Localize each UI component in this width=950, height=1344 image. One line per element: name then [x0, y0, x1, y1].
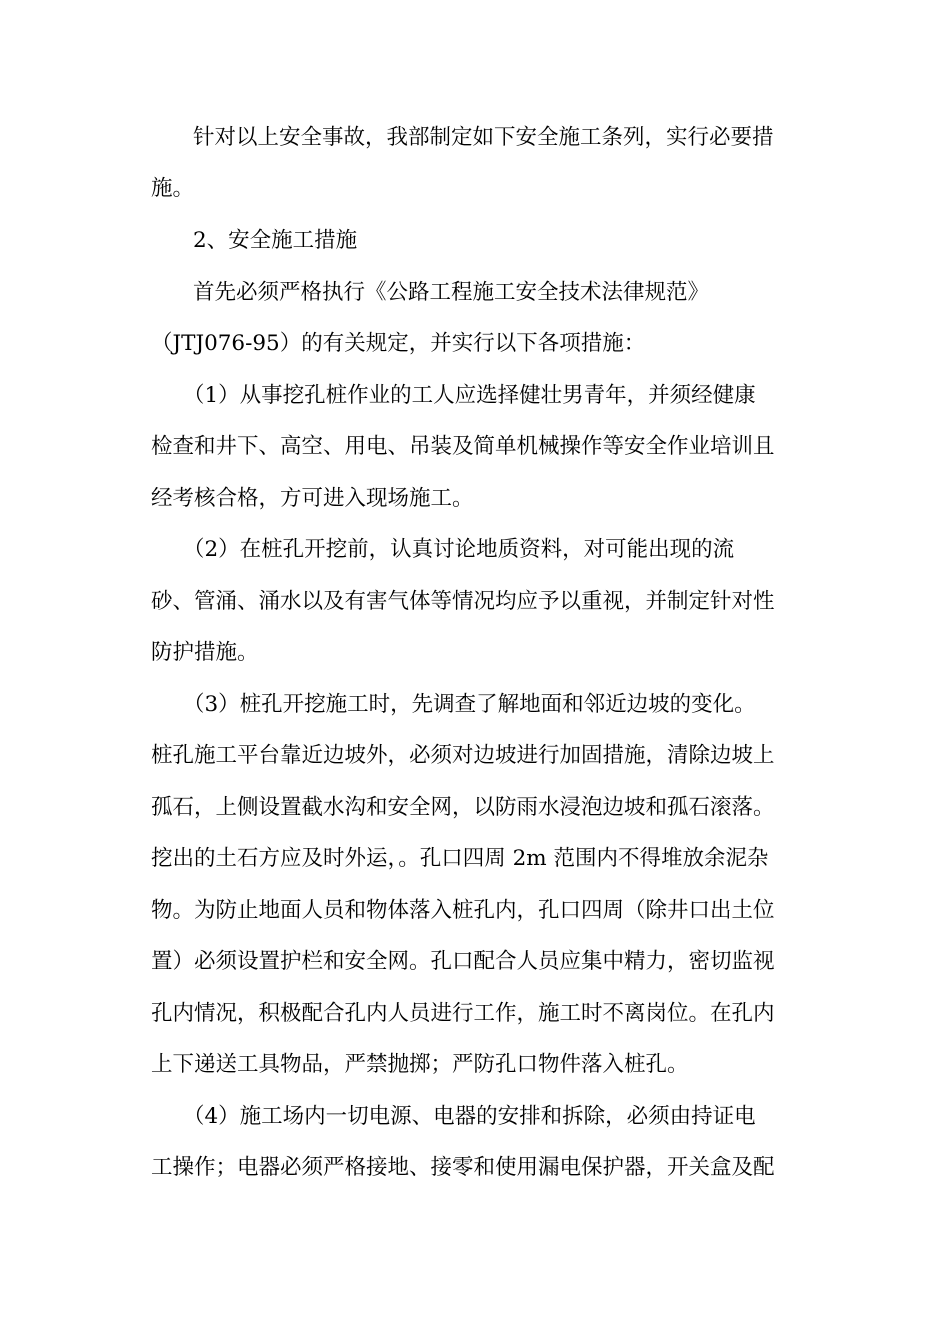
text-line: 挖出的土石方应及时外运，。孔口四周 2m 范围内不得堆放余泥杂: [151, 846, 769, 871]
text-line: 置）必须设置护栏和安全网。孔口配合人员应集中精力，密切监视: [151, 949, 775, 974]
text-line: 桩孔施工平台靠近边坡外，必须对边坡进行加固措施，清除边坡上: [151, 743, 775, 768]
text-line: 砂、管涌、涌水以及有害气体等情况均应予以重视，并制定针对性: [151, 589, 775, 614]
text-line: 上下递送工具物品，严禁抛掷；严防孔口物件落入桩孔。: [151, 1052, 689, 1077]
section-heading: 2、安全施工措施: [193, 228, 358, 253]
text-line: （JTJ076-95）的有关规定，并实行以下各项措施：: [151, 331, 646, 356]
text-line: 物。为防止地面人员和物体落入桩孔内，孔口四周（除井口出土位: [151, 898, 775, 923]
text-line: 针对以上安全事故，我部制定如下安全施工条列，实行必要措: [193, 125, 774, 150]
text-line: 孤石，上侧设置截水沟和安全网，以防雨水浸泡边坡和孤石滚落。: [151, 795, 775, 820]
text-line: 首先必须严格执行《公路工程施工安全技术法律规范》: [193, 280, 710, 305]
text-line: 施。: [151, 176, 195, 201]
text-line: 工操作；电器必须严格接地、接零和使用漏电保护器，开关盒及配: [151, 1155, 775, 1180]
text-line: （4）施工场内一切电源、电器的安排和拆除，必须由持证电: [183, 1104, 756, 1129]
text-line: 防护措施。: [151, 640, 259, 665]
text-line: （2）在桩孔开挖前，认真讨论地质资料，对可能出现的流: [183, 537, 735, 562]
text-line: 孔内情况，积极配合孔内人员进行工作，施工时不离岗位。在孔内: [151, 1001, 775, 1026]
text-line: （1）从事挖孔桩作业的工人应选择健壮男青年，并须经健康: [183, 383, 756, 408]
text-line: 检查和井下、高空、用电、吊装及简单机械操作等安全作业培训且: [151, 434, 775, 459]
text-line: （3）桩孔开挖施工时，先调查了解地面和邻近边坡的变化。: [183, 692, 756, 717]
text-line: 经考核合格，方可进入现场施工。: [151, 486, 474, 511]
